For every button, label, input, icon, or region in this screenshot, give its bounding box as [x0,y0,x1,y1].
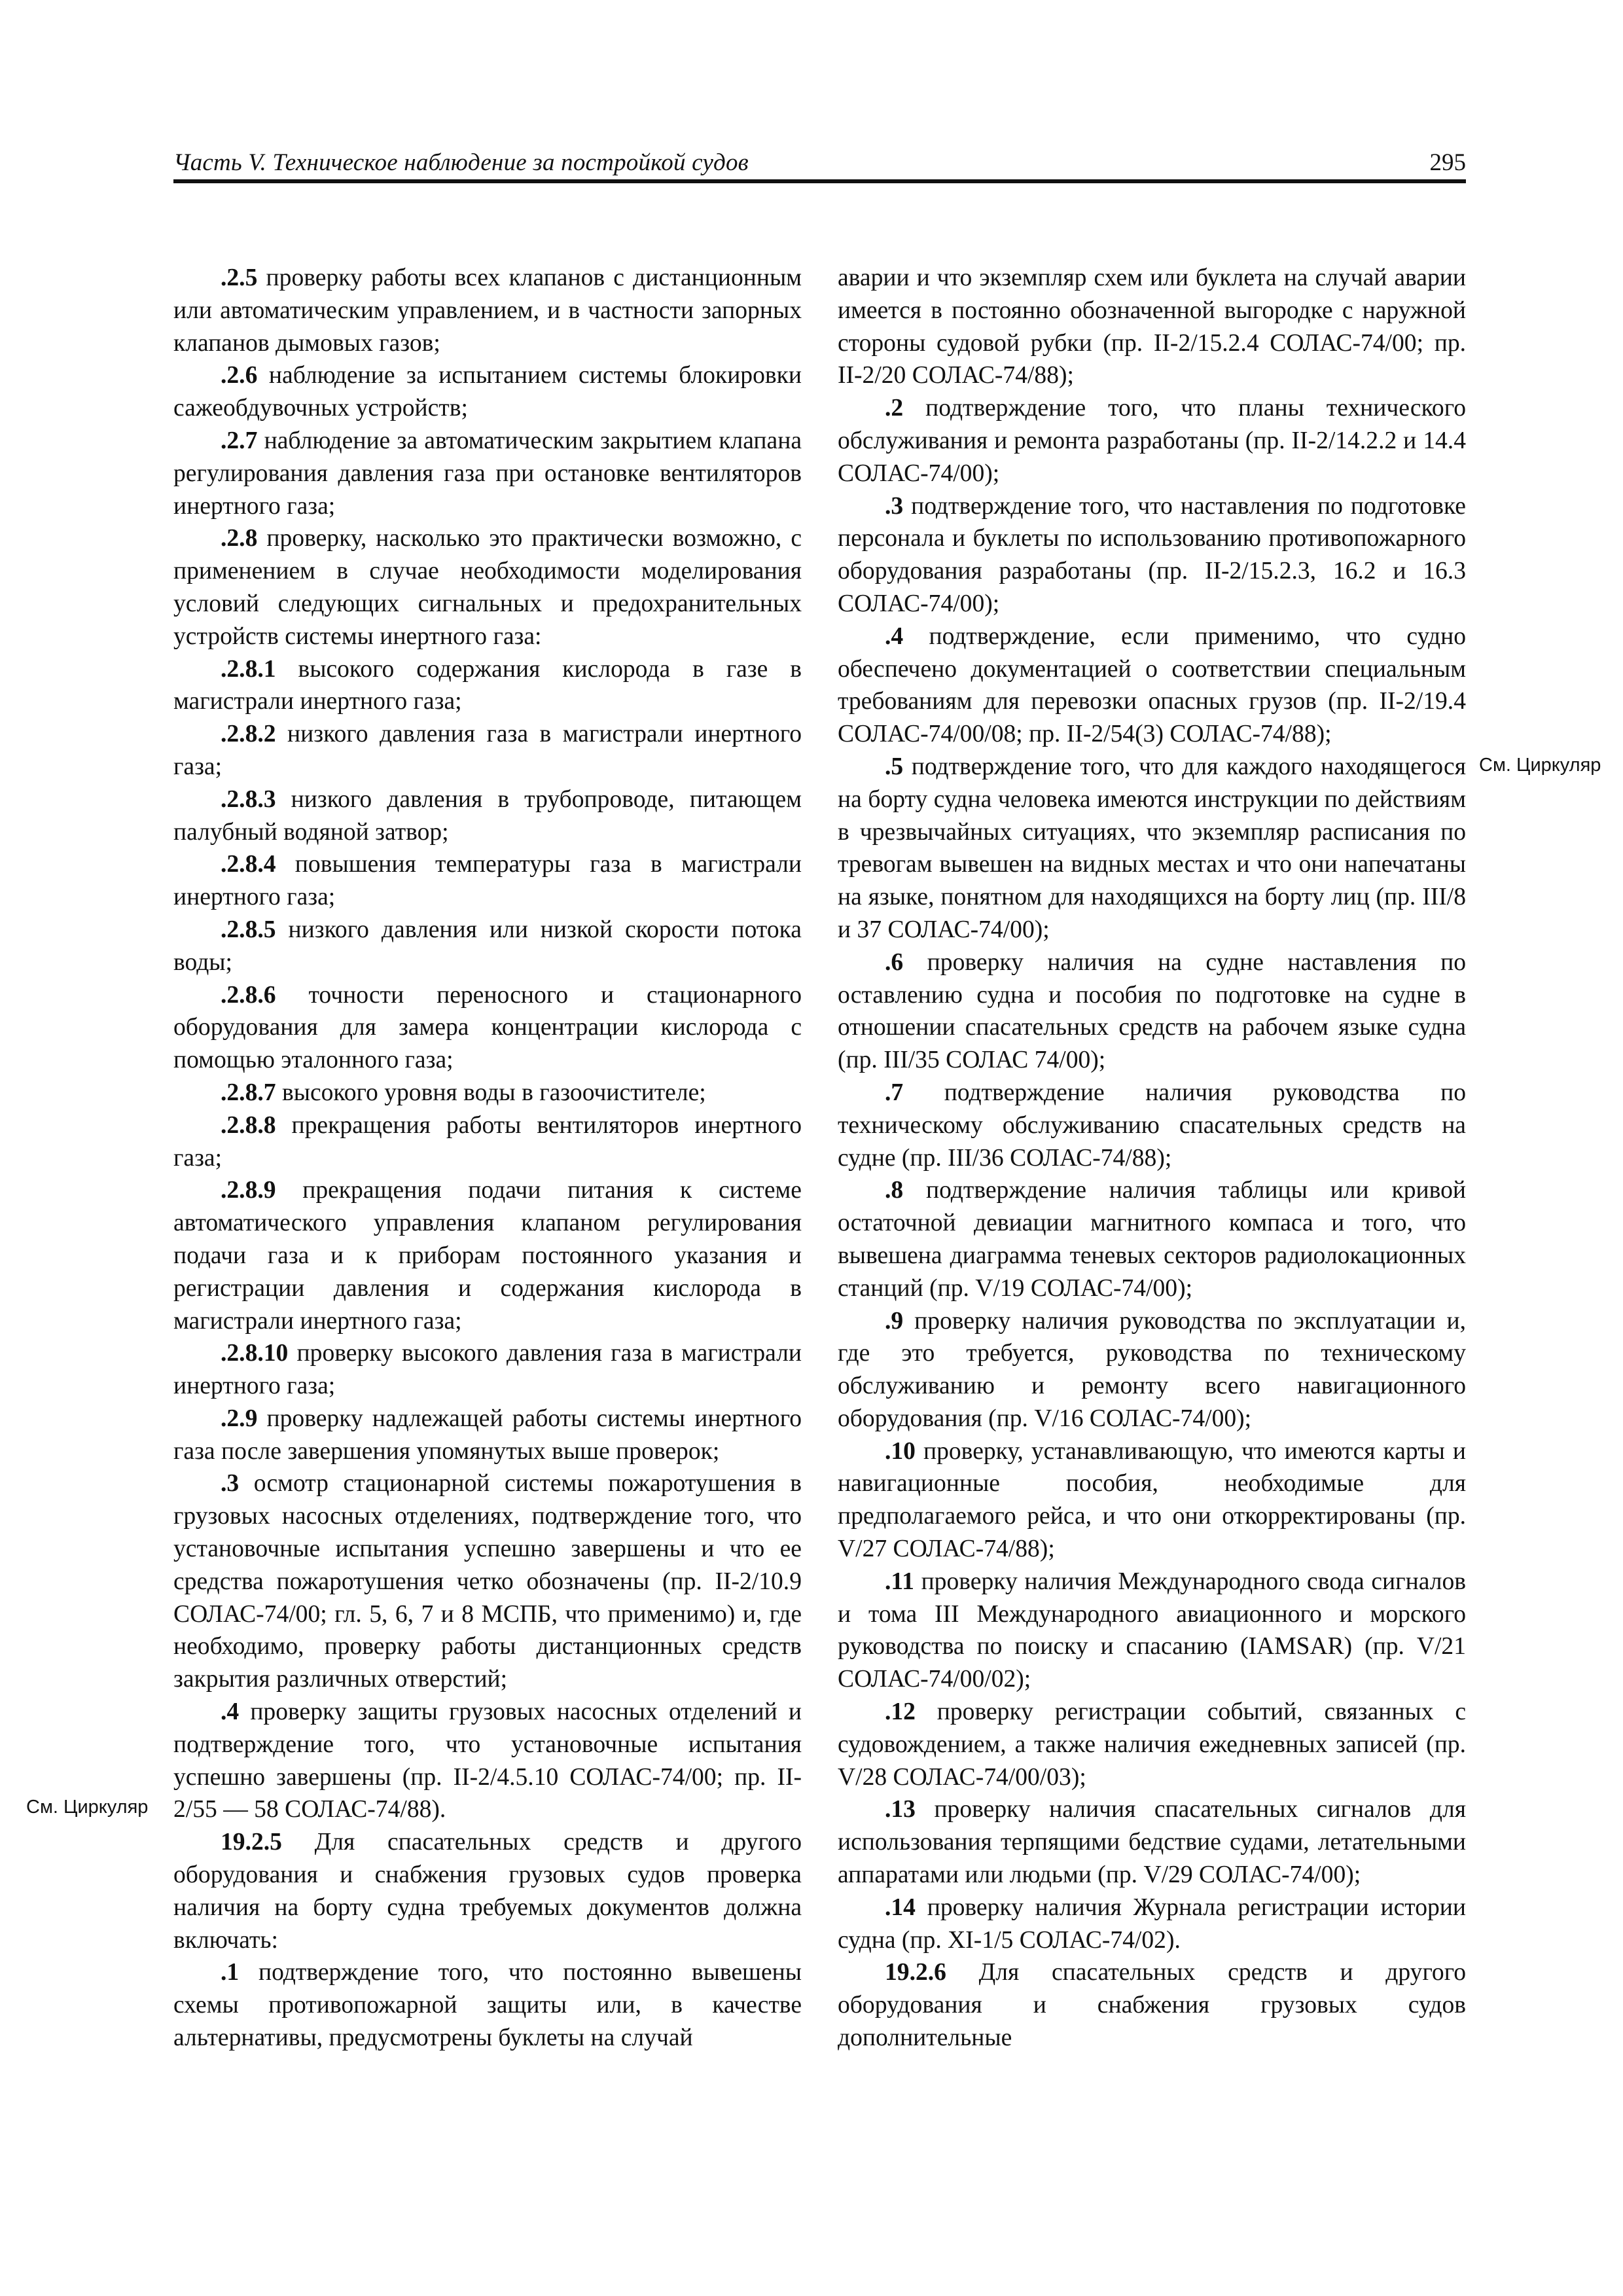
paragraph: .2.5 проверку работы всех клапанов с дистанционным или автоматическим управлением, и в частности запорных клапанов дымовых газов; [173,264,802,357]
paragraph: .14 проверку наличия Журнала регистрации истории судна (пр. XI-1/5 СОЛАС-74/02). [838,1893,1466,1954]
paragraph: .10 проверку, устанавливающую, что имеются карты и навигационные пособия, необходимые для предполагаемого рейса, и что они откорректированы (пр. V/27 СОЛАС-74/88); [838,1437,1466,1563]
paragraph: .3 осмотр стационарной системы пожаротушения в грузовых насосных отделениях, подтверждение того, что установочные испытания успешно завершены и что ее средства пожаротушения четко обозначены (пр. II-2/10.9 СОЛАС-74/00; гл. 5, 6, 7 и 8 МСПБ, что применимо) и, где необходимо, проверку работы дистанционных средств закрытия различных отверстий; [173,1470,802,1693]
paragraph: .2.9 проверку надлежащей работы системы инертного газа после завершения упомянутых выше проверок; [173,1405,802,1465]
paragraph: .1 подтверждение того, что постоянно вывешены схемы противопожарной защиты или, в качестве альтернативы, предусмотрены буклеты на случай [173,1959,802,2052]
margin-note-circular: См. Циркуляр [26,1797,149,1818]
header-title: Часть V. Техническое наблюдение за постройкой судов [173,149,749,176]
paragraph: 19.2.6 Для спасательных средств и другого оборудования и снабжения грузовых судов дополнительные [838,1959,1466,2052]
paragraph: 19.2.5 Для спасательных средств и другого оборудования и снабжения грузовых судов проверка наличия на борту судна требуемых документов должна включать: [173,1829,802,1954]
paragraph: .11 проверку наличия Международного свода сигналов и тома III Международного авиационного и морского руководства по поиску и спасанию (IAMSAR) (пр. V/21 СОЛАС-74/00/02); [838,1568,1466,1693]
page-header [173,145,1466,183]
right-column [838,262,1466,2054]
paragraph: .2.8 проверку, насколько это практически возможно, с применением в случае необходимости моделирования условий следующих сигнальных и предохранительных устройств системы инертного газа: [173,525,802,650]
paragraph: .2.8.2 низкого давления газа в магистрали инертного газа; [173,721,802,780]
paragraph: .4 подтверждение, если применимо, что судно обеспечено документацией о соответствии специальным требованиям для перевозки опасных грузов (пр. II-2/19.4 СОЛАС-74/00/08; пр. II-2/54(3) СОЛАС-74/88); [838,622,1466,748]
paragraph: .2.8.1 высокого содержания кислорода в газе в магистрали инертного газа; [173,655,802,715]
paragraph: .4 проверку защиты грузовых насосных отделений и подтверждение того, что установочные испытания успешно завершены (пр. II-2/4.5.10 СОЛАС-74/00; пр. II-2/55 — 58 СОЛАС-74/88). [173,1698,802,1823]
paragraph: .2.8.9 прекращения подачи питания к системе автоматического управления клапаном регулирования подачи газа и к приборам постоянного указания и регистрации давления и содержания кислорода в магистрали инертного газа; [173,1177,802,1335]
paragraph: .12 проверку регистрации событий, связанных с судовождением, а также наличия ежедневных записей (пр. V/28 СОЛАС-74/00/03); [838,1698,1466,1791]
paragraph: .9 проверку наличия руководства по эксплуатации и, где это требуется, руководства по техническому обслуживанию и ремонту всего навигационного оборудования (пр. V/16 СОЛАС-74/00); [838,1307,1466,1432]
paragraph: .2.7 наблюдение за автоматическим закрытием клапана регулирования давления газа при остановке вентиляторов инертного газа; [173,427,802,520]
margin-note-circular: См. Циркуляр [1479,755,1601,776]
paragraph: .5 подтверждение того, что для каждого находящегося на борту судна человека имеются инструкции по действиям в чрезвычайных ситуациях, что экземпляр расписания по тревогам вывешен на видных местах и что они напечатаны на языке, понятном для находящихся на борту лиц (пр. III/8 и 37 СОЛАС-74/00); [838,753,1466,943]
paragraph: аварии и что экземпляр схем или буклета на случай аварии имеется в постоянно обозначенной выгородке с наружной стороны судовой рубки (пр. II-2/15.2.4 СОЛАС-74/00; пр. II-2/20 СОЛАС-74/88); [838,264,1466,389]
page-number: 295 [1429,149,1466,176]
paragraph: .2.8.10 проверку высокого давления газа в магистрали инертного газа; [173,1340,802,1400]
paragraph: .2.8.4 повышения температуры газа в магистрали инертного газа; [173,851,802,911]
paragraph: .2.8.8 прекращения работы вентиляторов инертного газа; [173,1111,802,1172]
left-column [173,262,802,2054]
paragraph: .2.8.3 низкого давления в трубопроводе, питающем палубный водяной затвор; [173,785,802,846]
paragraph: .8 подтверждение наличия таблицы или кривой остаточной девиации магнитного компаса и того, что вывешена диаграмма теневых секторов радиолокационных станций (пр. V/19 СОЛАС-74/00); [838,1177,1466,1302]
paragraph: .2.8.7 высокого уровня воды в газоочистителе; [221,1079,706,1106]
paragraph: .6 проверку наличия на судне наставления по оставлению судна и пособия по подготовке на судне в отношении спасательных средств на рабочем языке судна (пр. III/35 СОЛАС 74/00); [838,948,1466,1074]
paragraph: .7 подтверждение наличия руководства по техническому обслуживанию спасательных средств на судне (пр. III/36 СОЛАС-74/88); [838,1079,1466,1172]
paragraph: .3 подтверждение того, что наставления по подготовке персонала и буклеты по использованию противопожарного оборудования разработаны (пр. II-2/15.2.3, 16.2 и 16.3 СОЛАС-74/00); [838,492,1466,617]
paragraph: .2.6 наблюдение за испытанием системы блокировки сажеобдувочных устройств; [173,362,802,422]
paragraph: .2.8.5 низкого давления или низкой скорости потока воды; [173,916,802,976]
paragraph: .13 проверку наличия спасательных сигналов для использования терпящими бедствие судами, летательными аппаратами или людьми (пр. V/29 СОЛАС-74/00); [838,1796,1466,1889]
paragraph: .2.8.6 точности переносного и стационарного оборудования для замера концентрации кислорода с помощью эталонного газа; [173,981,802,1074]
paragraph: .2 подтверждение того, что планы технического обслуживания и ремонта разработаны (пр. II-2/14.2.2 и 14.4 СОЛАС-74/00); [838,395,1466,487]
